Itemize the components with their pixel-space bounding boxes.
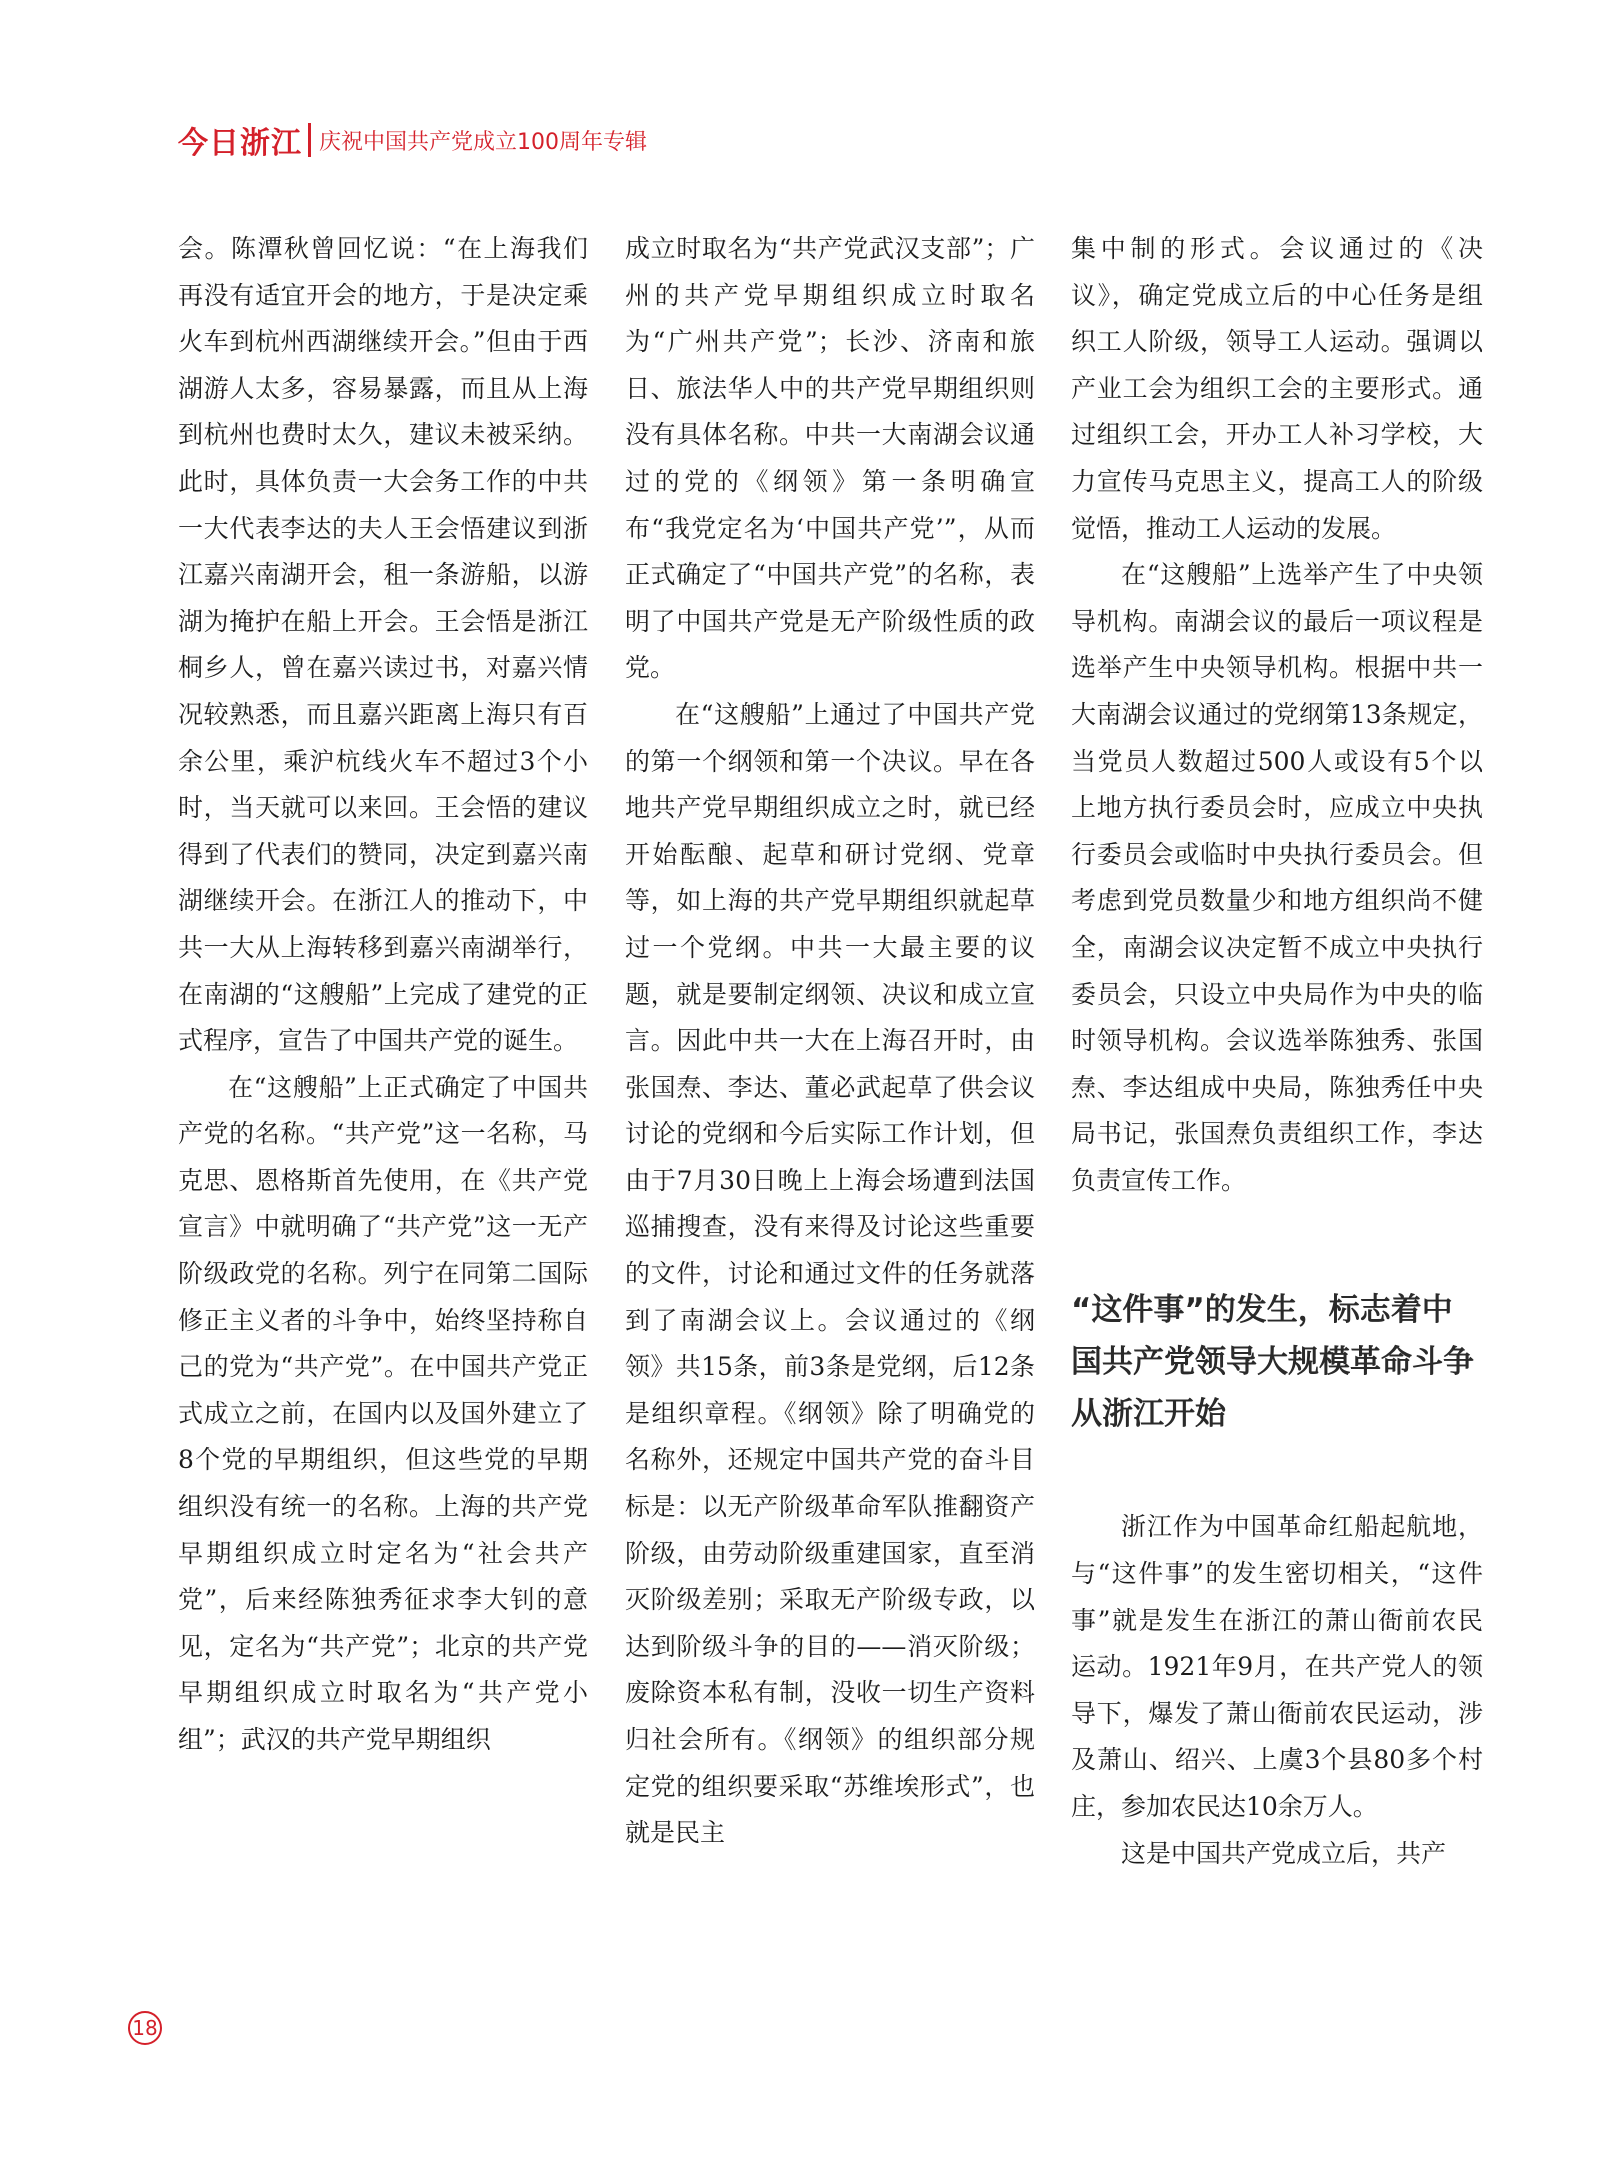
special-issue-title: 庆祝中国共产党成立100周年专辑: [319, 129, 647, 155]
article-column-2: [625, 226, 1035, 1857]
paragraph: 浙江作为中国革命红船起航地，与“这件事”的发生密切相关，“这件事”就是发生在浙江的萧山衙前农民运动。1921年9月，在共产党人的领导下，爆发了萧山衙前农民运动，涉及萧山、绍兴、上虞3个县80多个村庄，参加农民达10余万人。: [1071, 1512, 1483, 1822]
paragraph: 这是中国共产党成立后，共产: [1121, 1838, 1447, 1868]
paragraph: 成立时取名为“共产党武汉支部”；广州的共产党早期组织成立时取名为“广州共产党”；长沙、济南和旅日、旅法华人中的共产党早期组织则没有具体名称。中共一大南湖会议通过的党的《纲领》第一条明确宣布“我党定名为‘中国共产党’”，从而正式确定了“中国共产党”的名称，表明了中国共产党是无产阶级性质的政党。: [625, 234, 1035, 683]
article-column-1: [178, 226, 588, 1764]
running-header: [178, 120, 647, 160]
paragraph: 在“这艘船”上通过了中国共产党的第一个纲领和第一个决议。早在各地共产党早期组织成立之时，就已经开始酝酿、起草和研讨党纲、党章等，如上海的共产党早期组织就起草过一个党纲。中共一大最主要的议题，就是要制定纲领、决议和成立宣言。因此中共一大在上海召开时，由张国焘、李达、董必武起草了供会议讨论的党纲和今后实际工作计划，但由于7月30日晚上上海会场遭到法国巡捕搜查，没有来得及讨论这些重要的文件，讨论和通过文件的任务就落到了南湖会议上。会议通过的《纲领》共15条，前3条是党纲，后12条是组织章程。《纲领》除了明确党的名称外，还规定中国共产党的奋斗目标是：以无产阶级革命军队推翻资产阶级，由劳动阶级重建国家，直至消灭阶级差别；采取无产阶级专政，以达到阶级斗争的目的——消灭阶级；废除资本私有制，没收一切生产资料归社会所有。《纲领》的组织部分规定党的组织要采取“苏维埃形式”，也就是民主: [625, 699, 1035, 1848]
paragraph: 在“这艘船”上选举产生了中央领导机构。南湖会议的最后一项议程是选举产生中央领导机构。根据中共一大南湖会议通过的党纲第13条规定，当党员人数超过500人或设有5个以上地方执行委员会时，应成立中央执行委员会或临时中央执行委员会。但考虑到党员数量少和地方组织尚不健全，南湖会议决定暂不成立中央执行委员会，只设立中央局作为中央的临时领导机构。会议选举陈独秀、张国焘、李达组成中央局，陈独秀任中央局书记，张国焘负责组织工作，李达负责宣传工作。: [1071, 560, 1483, 1195]
paragraph: 会。陈潭秋曾回忆说：“在上海我们再没有适宜开会的地方，于是决定乘火车到杭州西湖继续开会。”但由于西湖游人太多，容易暴露，而且从上海到杭州也费时太久，建议未被采纳。此时，具体负责一大会务工作的中共一大代表李达的夫人王会悟建议到浙江嘉兴南湖开会，租一条游船，以游湖为掩护在船上开会。王会悟是浙江桐乡人，曾在嘉兴读过书，对嘉兴情况较熟悉，而且嘉兴距离上海只有百余公里，乘沪杭线火车不超过3个小时，当天就可以来回。王会悟的建议得到了代表们的赞同，决定到嘉兴南湖继续开会。在浙江人的推动下，中共一大从上海转移到嘉兴南湖举行，在南湖的“这艘船”上完成了建党的正式程序，宣告了中国共产党的诞生。: [178, 234, 588, 1056]
paragraph: 在“这艘船”上正式确定了中国共产党的名称。“共产党”这一名称，马克思、恩格斯首先使用，在《共产党宣言》中就明确了“共产党”这一无产阶级政党的名称。列宁在同第二国际修正主义者的斗争中，始终坚持称自己的党为“共产党”。在中国共产党正式成立之前，在国内以及国外建立了8个党的早期组织，但这些党的早期组织没有统一的名称。上海的共产党早期组织成立时定名为“社会共产党”，后来经陈独秀征求李大钊的意见，定名为“共产党”；北京的共产党早期组织成立时取名为“共产党小组”；武汉的共产党早期组织: [178, 1072, 588, 1754]
page-number: 18: [128, 2011, 162, 2045]
header-divider: [308, 123, 311, 157]
paragraph: 集中制的形式。会议通过的《决议》，确定党成立后的中心任务是组织工人阶级，领导工人运动。强调以产业工会为组织工会的主要形式。通过组织工会，开办工人补习学校，大力宣传马克思主义，提高工人的阶级觉悟，推动工人运动的发展。: [1071, 234, 1483, 543]
article-column-3: [1071, 226, 1483, 1877]
magazine-logo: 今日浙江: [178, 126, 302, 161]
section-subheading: “这件事”的发生，标志着中国共产党领导大规模革命斗争从浙江开始: [1071, 1292, 1474, 1433]
